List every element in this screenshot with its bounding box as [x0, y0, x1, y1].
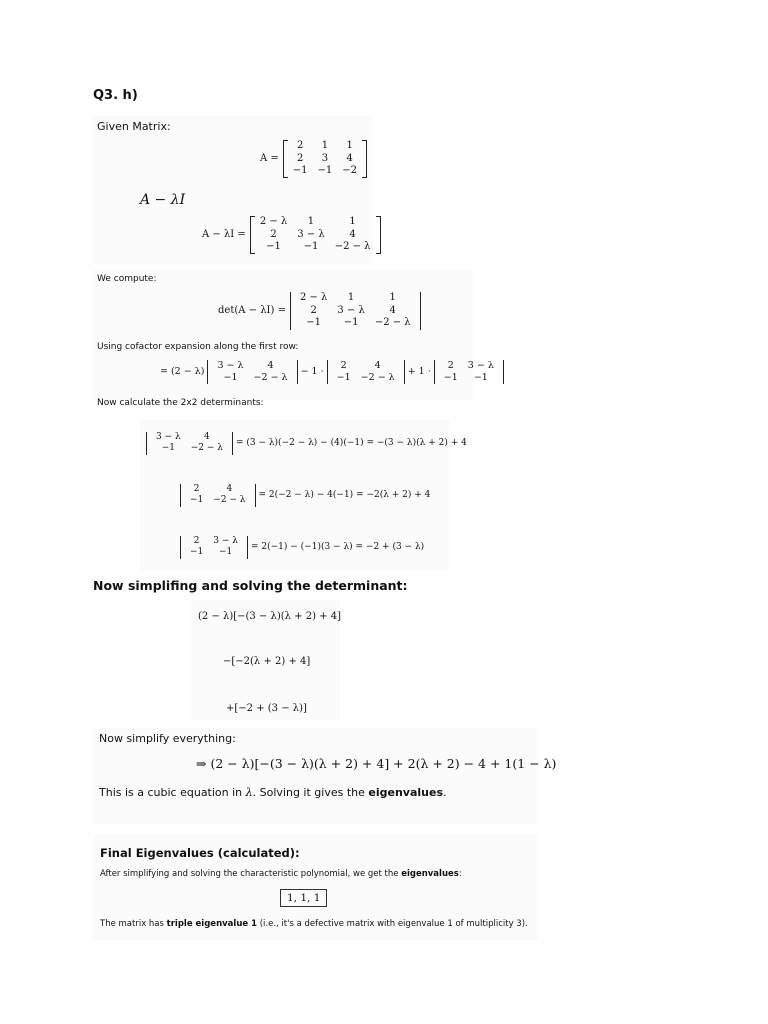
matrix-cell: −1 [473, 371, 488, 383]
matrix-cell: 2 [340, 360, 347, 371]
det1-rhs: = (3 − λ)(−2 − λ) − (4)(−1) = −(3 − λ)(λ + 2) + 4 [235, 438, 467, 449]
expansion-term3: + 1 · [407, 366, 431, 378]
triple-end: (i.e., it's a defective matrix with eigenvalue 1 of multiplicity 3). [257, 919, 528, 929]
matrix-cell: 3 − λ [217, 360, 244, 371]
matrix-cell: 1 [321, 140, 329, 151]
final-heading: Final Eigenvalues (calculated): [100, 846, 300, 860]
matrix-cell: 4 [226, 484, 233, 494]
matrix-cell: 1 [389, 292, 396, 303]
triple-text [100, 919, 528, 929]
matrix-cell: 4 [346, 152, 353, 164]
matrix-cell: −1 [190, 495, 204, 506]
matrix-cell: 2 [296, 152, 304, 164]
matrix-cell: 4 [349, 228, 356, 240]
matrix-a [283, 140, 367, 178]
matrix-cell: −1 [190, 547, 204, 558]
matrix-cell: 2 [193, 536, 200, 546]
matrix-cell: −1 [292, 165, 308, 176]
a-lambda-heading: A − λI [140, 192, 186, 208]
matrix-cell: 1 [349, 216, 356, 227]
det2-rhs: = 2(−2 − λ) − 4(−1) = −2(λ + 2) + 4 [258, 490, 431, 501]
expansion-minor1 [207, 360, 297, 384]
det-matrix [290, 292, 421, 330]
we-compute-text: We compute: [97, 274, 157, 284]
expansion-minor3 [434, 360, 504, 384]
matrix-cell: 1 [307, 216, 315, 227]
matrix-cell: 2 [310, 304, 317, 316]
matrix-cell: −2 − λ [374, 317, 411, 328]
given-label: Given Matrix: [97, 120, 171, 133]
expansion-term1: = (2 − λ) [160, 366, 205, 378]
matrix-cell: 2 − λ [259, 216, 288, 227]
expansion-minor2 [327, 360, 405, 384]
matrix-cell: 1 [346, 140, 353, 151]
matrix-a-equation [260, 140, 367, 178]
matrix-cell: −1 [317, 165, 333, 176]
det-lhs: det(A − λI) = [218, 305, 286, 317]
cubic-end: . [443, 786, 447, 799]
triple-bold: triple eigenvalue 1 [166, 919, 258, 929]
eigen-box-wrapper [280, 889, 327, 907]
matrix-cell: 4 [374, 360, 381, 371]
now-2x2-text: Now calculate the 2x2 determinants: [97, 398, 264, 408]
matrix-cell: 4 [389, 304, 396, 316]
matrix-cell: −1 [218, 547, 233, 558]
simplify-line3: +[−2 + (3 − λ)] [226, 703, 307, 714]
after-text [100, 869, 462, 879]
matrix-cell: 2 [270, 228, 277, 240]
matrix-cell: −1 [343, 317, 359, 328]
big-equation: ⇒ (2 − λ)[−(3 − λ)(λ + 2) + 4] + 2(λ + 2) − 4 + 1(1 − λ) [196, 756, 557, 771]
cofactor-text: Using cofactor expansion along the first row: [97, 342, 299, 352]
matrix-cell: 4 [267, 360, 274, 371]
matrix-cell: −2 − λ [190, 443, 223, 454]
matrix-cell: 2 [447, 360, 454, 371]
matrix-cell: 2 [296, 140, 304, 151]
matrix-cell: 3 − λ [213, 536, 238, 546]
matrix-cell: −1 [266, 241, 281, 252]
matrix-cell: 3 − λ [337, 304, 365, 316]
matrix-cell: −1 [223, 371, 238, 383]
det2-matrix [180, 484, 256, 507]
cofactor-expansion [160, 360, 504, 384]
det3-equation [180, 536, 424, 559]
det2-equation [180, 484, 430, 507]
simplify-everything-text: Now simplify everything: [99, 732, 236, 745]
matrix-cell: −2 − λ [213, 495, 246, 506]
matrix-cell: −1 [443, 371, 458, 383]
after-pre: After simplifying and solving the characteristic polynomial, we get the [100, 869, 402, 879]
simplify-heading: Now simplifing and solving the determinant: [93, 578, 408, 593]
det3-matrix [180, 536, 248, 559]
question-title: Q3. h) [93, 88, 138, 103]
cubic-mid: . Solving it gives the [252, 786, 369, 799]
matrix-cell: −1 [161, 443, 175, 454]
matrix-cell: 1 [347, 292, 355, 303]
matrix-cell: −2 − λ [253, 371, 288, 383]
eigenvalues-box: 1, 1, 1 [280, 889, 327, 907]
matrix-cell: 2 [193, 484, 200, 494]
after-end: : [458, 869, 462, 879]
matrix-cell: −2 [342, 165, 358, 176]
triple-pre: The matrix has [100, 919, 167, 929]
det1-equation [146, 432, 467, 455]
matrix-cell: 3 − λ [156, 432, 181, 442]
matrix-cell: 4 [203, 432, 210, 442]
matrix-a-lhs: A = [260, 153, 279, 165]
matrix-cell: 3 − λ [297, 228, 325, 240]
matrix-a-lambda [250, 216, 381, 254]
det1-matrix [146, 432, 233, 455]
matrix-cell: −2 − λ [360, 371, 395, 383]
det-equation [218, 292, 421, 330]
simplify-line1: (2 − λ)[−(3 − λ)(λ + 2) + 4] [198, 611, 341, 622]
a-lambda-lhs: A − λI = [202, 229, 246, 241]
expansion-term2: − 1 · [300, 366, 324, 378]
matrix-cell: −1 [336, 371, 351, 383]
after-bold: eigenvalues [401, 869, 459, 879]
matrix-cell: 2 − λ [299, 292, 328, 303]
cubic-pre: This is a cubic equation in [99, 786, 246, 799]
cubic-text [99, 786, 447, 799]
cubic-lambda: λ [245, 786, 253, 799]
simplify-line2: −[−2(λ + 2) + 4] [223, 656, 311, 667]
matrix-cell: 3 − λ [467, 360, 494, 371]
det3-rhs: = 2(−1) − (−1)(3 − λ) = −2 + (3 − λ) [250, 542, 425, 553]
cubic-bold: eigenvalues [368, 786, 443, 799]
a-lambda-equation [202, 216, 381, 254]
matrix-cell: −1 [303, 241, 319, 252]
matrix-cell: 3 [321, 152, 329, 164]
matrix-cell: −2 − λ [334, 241, 371, 252]
matrix-cell: −1 [306, 317, 322, 328]
